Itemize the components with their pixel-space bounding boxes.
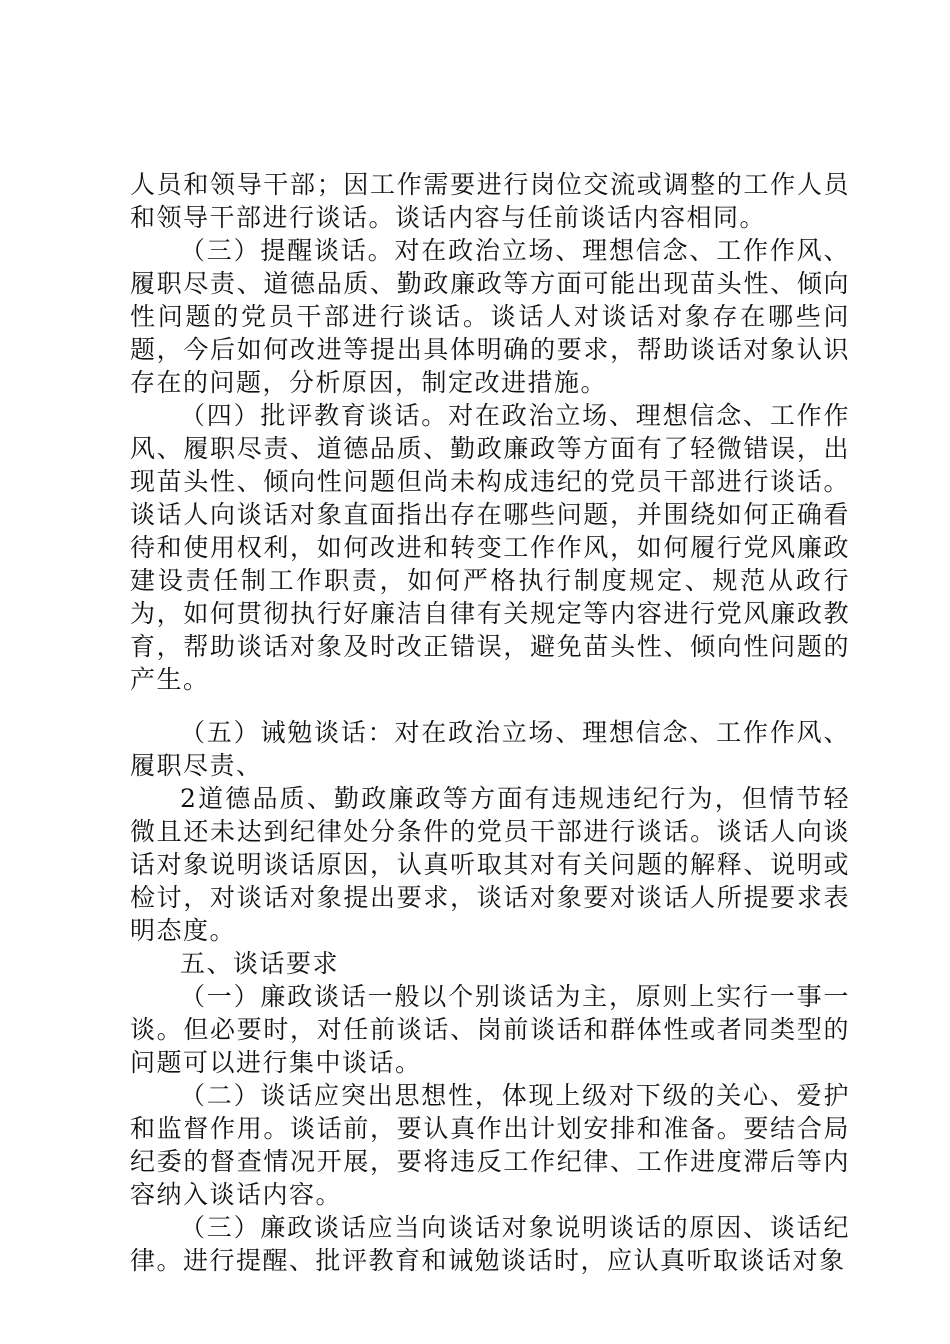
paragraph-requirement-1: （一）廉政谈话一般以个别谈话为主，原则上实行一事一谈。但必要时，对任前谈话、岗前谈话和群体性或者同类型的问题可以进行集中谈话。 [130,982,850,1077]
paragraph-criticism-talk: （四）批评教育谈话。对在政治立场、理想信念、工作作风、履职尽责、道德品质、勤政廉政等方面有了轻微错误，出现苗头性、倾向性问题但尚未构成违纪的党员干部进行谈话。谈话人向谈话对象直面指出存在哪些问题，并围绕如何正确看待和使用权利，如何改进和转变工作作风，如何履行党风廉政建设责任制工作职责，如何严格执行制度规定、规范从政行为，如何贯彻执行好廉洁自律有关规定等内容进行党风廉政教育，帮助谈话对象及时改正错误，避免苗头性、倾向性问题的产生。 [130,401,850,694]
document-body [130,168,850,1277]
paragraph-admonition-continued: 2道德品质、勤政廉政等方面有违规违纪行为，但情节轻微且还未达到纪律处分条件的党员干部进行谈话。谈话人向谈话对象说明谈话原因，认真听取其对有关问题的解释、说明或检讨，对谈话对象提出要求，谈话对象要对谈话人所提要求表明态度。 [130,784,850,945]
paragraph-continuation: 人员和领导干部；因工作需要进行岗位交流或调整的工作人员和领导干部进行谈话。谈话内容与任前谈话内容相同。 [130,170,850,232]
paragraph-admonition-talk: （五）诫勉谈话：对在政治立场、理想信念、工作作风、履职尽责、 [130,718,850,780]
paragraph-requirement-3: （三）廉政谈话应当向谈话对象说明谈话的原因、谈话纪律。进行提醒、批评教育和诫勉谈话时，应认真听取谈话对象 [130,1213,850,1275]
section-heading-requirements: 五、谈话要求 [180,949,340,978]
paragraph-reminder-talk: （三）提醒谈话。对在政治立场、理想信念、工作作风、履职尽责、道德品质、勤政廉政等方面可能出现苗头性、倾向性问题的党员干部进行谈话。谈话人对谈话对象存在哪些问题，今后如何改进等提出具体明确的要求，帮助谈话对象认识存在的问题，分析原因，制定改进措施。 [130,236,850,397]
paragraph-requirement-2: （二）谈话应突出思想性，体现上级对下级的关心、爱护和监督作用。谈话前，要认真作出计划安排和准备。要结合局纪委的督查情况开展，要将违反工作纪律、工作进度滞后等内容纳入谈话内容。 [130,1081,850,1209]
